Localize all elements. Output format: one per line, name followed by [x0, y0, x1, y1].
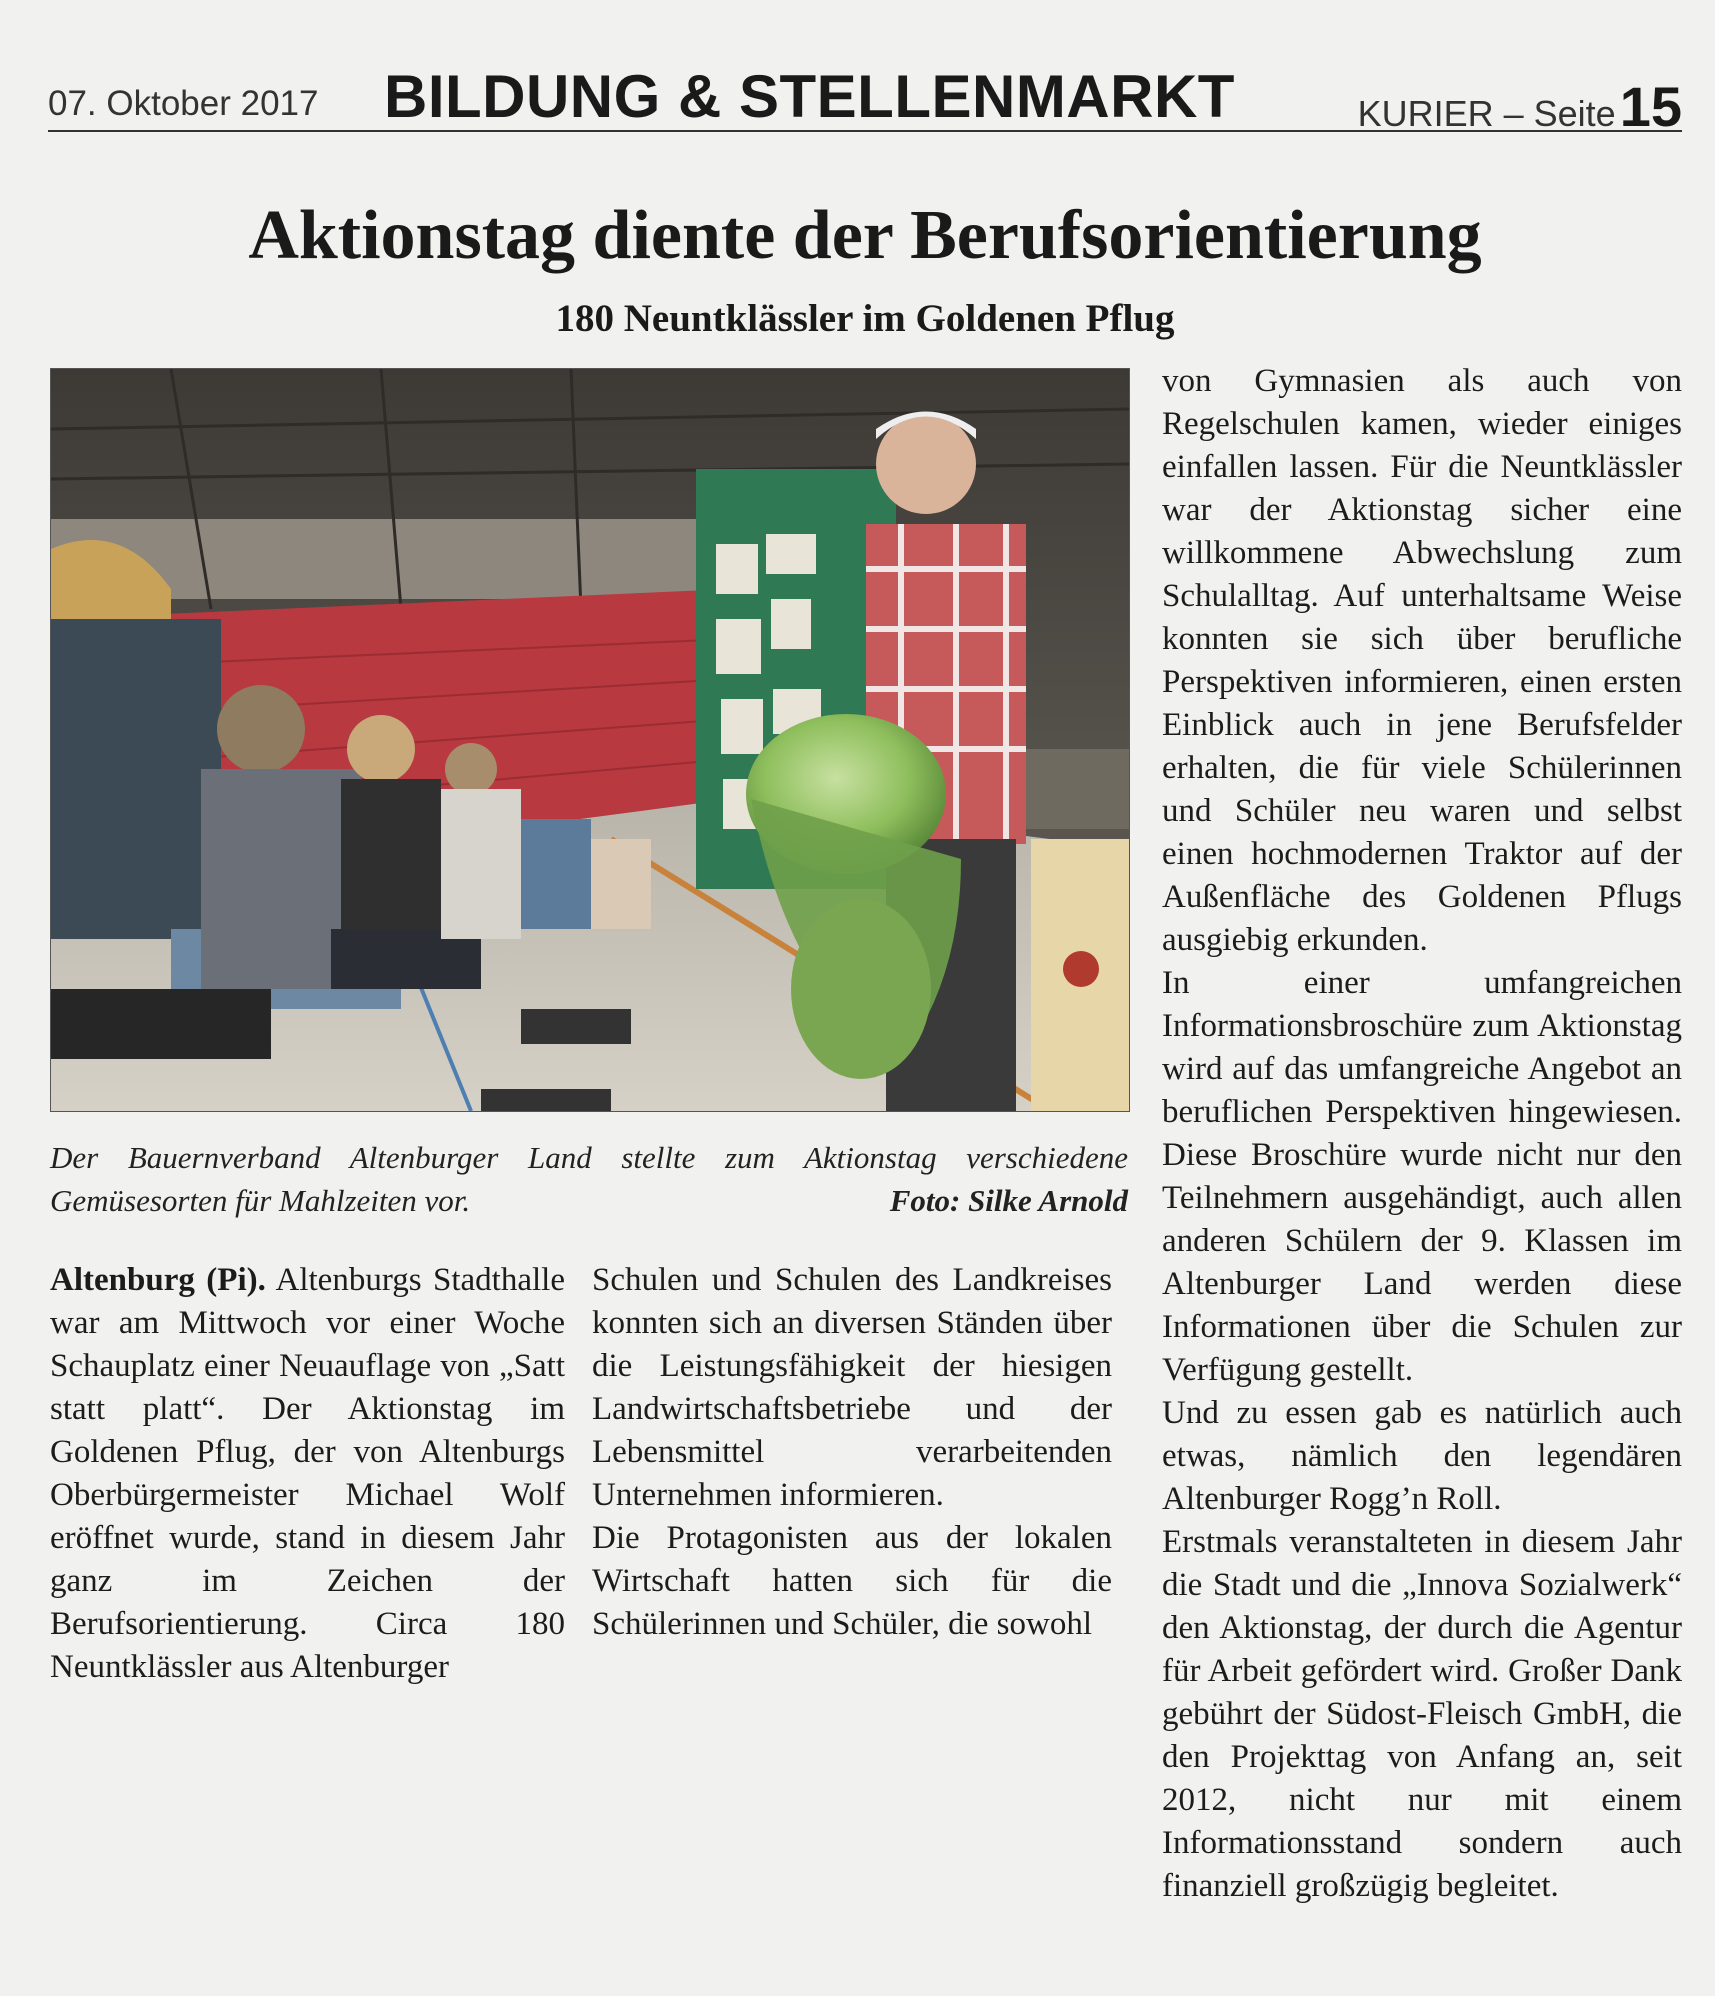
- paragraph: In einer umfangreichen Informationsbroschüre zum Aktionstag wird auf das umfangreiche Angebot an beruflichen Perspektiven hingewiesen. Diese Broschüre wurde nicht nur den Teilnehmern ausgehändigt, auch allen anderen Schülern der 9. Klassen im Altenburger Land werden diese Informationen über die Schulen zur Verfügung gestellt.: [1162, 965, 1682, 1388]
- dateline: Altenburg (Pi).: [50, 1262, 266, 1298]
- article-subheadline: 180 Neuntklässler im Goldenen Pflug: [555, 297, 1175, 340]
- photo-illustration: [51, 369, 1129, 1111]
- page-number: 15: [1619, 75, 1682, 138]
- article-column-1: [50, 1259, 565, 1689]
- paragraph: Erstmals veranstalteten in diesem Jahr die Stadt und die „Innova Sozialwerk“ den Aktionstag, der durch die Agentur für Arbeit gefördert wird. Großer Dank gebührt der Südost-Fleisch GmbH, die den Projekttag von Anfang an, seit 2012, nicht nur mit einem Informationsstand sondern auch finanziell großzügig begleitet.: [1162, 1524, 1682, 1904]
- lead-text: Altenburgs Stadthalle war am Mittwoch vor einer Woche Schauplatz einer Neuauflage von „Satt statt platt“. Der Aktionstag im Goldenen Pflug, der von Altenburgs Oberbürgermeister Michael Wolf eröffnet wurde, stand in diesem Jahr ganz im Zeichen der Berufsorientierung. Circa 180 Neuntklässler aus Altenburger: [50, 1262, 565, 1685]
- photo-credit: Foto: Silke Arnold: [889, 1183, 1128, 1218]
- page-header: [48, 60, 1682, 138]
- article-headline: Aktionstag diente der Berufsorientierung: [248, 197, 1482, 274]
- photo-caption: [50, 1136, 1128, 1222]
- paragraph: Die Protagonisten aus der lokalen Wirtschaft hatten sich für die Schülerinnen und Schüler, die sowohl: [592, 1520, 1112, 1642]
- article-photo: [50, 368, 1130, 1112]
- article-column-3: [1162, 360, 1682, 1908]
- paragraph: Und zu essen gab es natürlich auch etwas, nämlich den legendären Altenburger Rogg’n Roll.: [1162, 1395, 1682, 1517]
- section-title: BILDUNG & STELLENMARKT: [384, 63, 1235, 130]
- paper-page-info: [1358, 74, 1682, 139]
- issue-date: 07. Oktober 2017: [48, 84, 319, 123]
- lead-paragraph: [50, 1259, 565, 1689]
- paragraph: Schulen und Schulen des Landkreises konnten sich an diversen Ständen über die Leistungsfähigkeit der hiesigen Landwirtschaftsbetriebe und der Lebensmittel verarbeitenden Unternehmen informieren.: [592, 1262, 1112, 1513]
- caption-text: Der Bauernverband Altenburger Land stellte zum Aktionstag verschiedene Gemüsesorten für Mahlzeiten vor.: [50, 1140, 1128, 1218]
- paragraph: von Gymnasien als auch von Regelschulen kamen, wieder einiges einfallen lassen. Für die Neuntklässler war der Aktionstag sicher eine willkommene Abwechslung zum Schulalltag. Auf unterhaltsame Weise konnten sie sich über berufliche Perspektiven informieren, einen ersten Einblick auch in jene Berufsfelder erhalten, die für viele Schülerinnen und Schüler neu waren und selbst einen hochmodernen Traktor auf der Außenfläche des Goldenen Pflugs ausgiebig erkunden.: [1162, 363, 1682, 958]
- article-column-2: [592, 1259, 1112, 1646]
- paper-name: KURIER – Seite: [1357, 93, 1616, 134]
